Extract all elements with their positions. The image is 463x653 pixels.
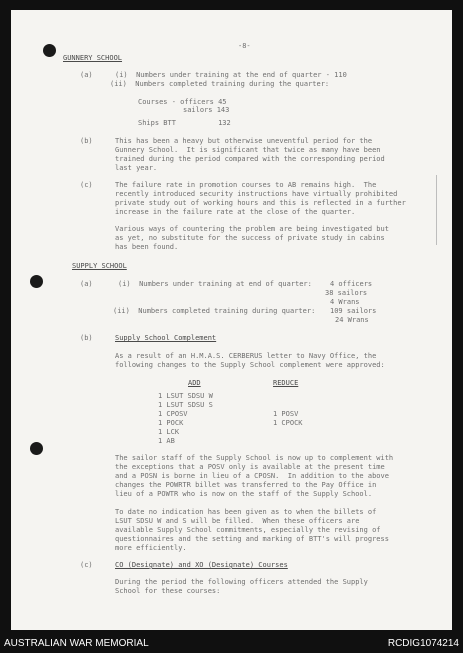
supply-a-i: (i) Numbers under training at end of quarter: bbox=[118, 280, 312, 288]
subheading-co-xo-courses: CO (Designate) and XO (Designate) Courses bbox=[115, 561, 288, 569]
item-label: (c) bbox=[80, 181, 93, 189]
paragraph-line: questionnaires and the setting and marking of BTT's will progress bbox=[115, 535, 389, 543]
list-item: 1 AB bbox=[158, 437, 175, 445]
paragraph-line: The sailor staff of the Supply School is now up to complement with bbox=[115, 454, 394, 462]
paragraph-line: Various ways of countering the problem are being investigated but bbox=[115, 225, 389, 233]
paragraph-line: As a result of an H.M.A.S. CERBERUS letter to Navy Office, the bbox=[115, 352, 377, 360]
add-column-heading: ADD bbox=[188, 379, 201, 387]
paragraph-line: has been found. bbox=[115, 243, 179, 251]
paragraph-line: trained during the period compared with the corresponding period bbox=[115, 155, 385, 163]
gunnery-a-i: (i) Numbers under training at the end of quarter - 110 bbox=[115, 71, 347, 79]
list-item: 1 LSUT SDSU S bbox=[158, 401, 213, 409]
item-label: (a) bbox=[80, 280, 93, 288]
punch-hole bbox=[43, 44, 56, 57]
paragraph-line: increase in the failure rate at the close of the quarter. bbox=[115, 208, 356, 216]
paragraph-line: as yet, no substitute for the success of private study in cabins bbox=[115, 234, 385, 242]
list-item: 1 CPOSV bbox=[158, 410, 188, 418]
paragraph-line: During the period the following officers attended the Supply bbox=[115, 578, 368, 586]
paragraph-line: more efficiently. bbox=[115, 544, 187, 552]
paragraph-line: lieu of a POWTR who is now on the staff of the Supply School. bbox=[115, 490, 373, 498]
paragraph-line: School for these courses: bbox=[115, 587, 221, 595]
paragraph-line: LSUT SDSU W and S will be filled. When these officers are bbox=[115, 517, 360, 525]
paragraph-line: the exceptions that a POSV only is available at the present time bbox=[115, 463, 385, 471]
paragraph-line: private study out of working hours and this is reflected in a further bbox=[115, 199, 406, 207]
margin-mark bbox=[436, 175, 437, 245]
courses-sailors: sailors 143 bbox=[183, 106, 230, 114]
punch-hole bbox=[30, 442, 43, 455]
list-item: 1 LCK bbox=[158, 428, 180, 436]
courses-officers: Courses - officers 45 bbox=[138, 98, 227, 106]
list-item: 1 CPOCK bbox=[273, 419, 303, 427]
supply-value: 4 Wrans bbox=[330, 298, 360, 306]
paragraph-line: available Supply School commitments, especially the revising of bbox=[115, 526, 381, 534]
paragraph-line: last year. bbox=[115, 164, 158, 172]
section-heading-gunnery: GUNNERY SCHOOL bbox=[63, 54, 123, 62]
paragraph-line: changes the POWRTR billet was transferred to the Pay Office in bbox=[115, 481, 377, 489]
supply-value: 109 sailors bbox=[330, 307, 377, 315]
paragraph-line: To date no indication has been given as to when the billets of bbox=[115, 508, 377, 516]
list-item: 1 POCK bbox=[158, 419, 184, 427]
gunnery-a-ii: (ii) Numbers completed training during the quarter: bbox=[110, 80, 330, 88]
archive-footer bbox=[0, 634, 463, 653]
subheading-complement: Supply School Complement bbox=[115, 334, 217, 342]
paragraph-line: Gunnery School. It is significant that twice as many have been bbox=[115, 146, 381, 154]
ships-btt: Ships BTT 132 bbox=[138, 119, 231, 127]
paragraph-line: The failure rate in promotion courses to AB remains high. The bbox=[115, 181, 377, 189]
item-label: (a) bbox=[80, 71, 93, 79]
reduce-column-heading: REDUCE bbox=[273, 379, 299, 387]
record-id: RCDIG1074214 bbox=[387, 638, 459, 649]
supply-value: 38 sailors bbox=[325, 289, 368, 297]
paragraph-line: recently introduced security instructions have virtually prohibited bbox=[115, 190, 398, 198]
punch-hole bbox=[30, 275, 43, 288]
page-number: -8- bbox=[238, 42, 251, 50]
supply-a-ii: (ii) Numbers completed training during quarter: bbox=[113, 307, 316, 315]
section-heading-supply: SUPPLY SCHOOL bbox=[72, 262, 127, 270]
list-item: 1 POSV bbox=[273, 410, 299, 418]
list-item: 1 LSUT SDSU W bbox=[158, 392, 213, 400]
item-label: (c) bbox=[80, 561, 93, 569]
archive-name: AUSTRALIAN WAR MEMORIAL bbox=[4, 638, 149, 649]
paragraph-line: following changes to the Supply School complement were approved: bbox=[115, 361, 385, 369]
item-label: (b) bbox=[80, 137, 93, 145]
paragraph-line: and a POSN is borne in lieu of a CPOSN. In addition to the above bbox=[115, 472, 389, 480]
paragraph-line: This has been a heavy but otherwise uneventful period for the bbox=[115, 137, 373, 145]
supply-value: 4 officers bbox=[330, 280, 373, 288]
supply-value: 24 Wrans bbox=[335, 316, 369, 324]
item-label: (b) bbox=[80, 334, 93, 342]
